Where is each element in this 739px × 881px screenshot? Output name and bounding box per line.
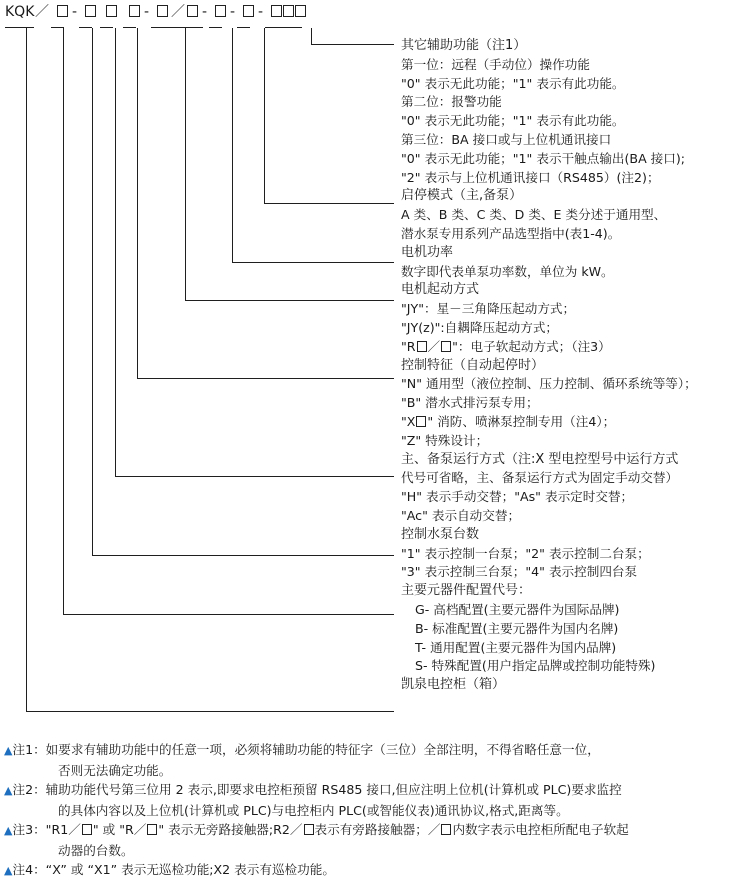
control-feature-title: 控制特征（自动起停时） <box>401 357 545 373</box>
placeholder-box <box>82 824 92 835</box>
aux-line: "0" 表示无此功能；"1" 表示有此功能。 <box>401 113 625 129</box>
run-mode-title: 主、备泵运行方式（注:X 型电控型号中运行方式 <box>401 451 679 467</box>
leader-power <box>233 28 395 263</box>
placeholder-box <box>416 416 426 427</box>
leader-cabinet <box>27 28 395 712</box>
note-text: 如要求有辅助功能中的任意一项，必须将辅助功能的特征字（三位）全部注明，不得省略任意一位， <box>45 742 600 757</box>
component-line: B- 标准配置(主要元器件为国内名牌) <box>415 620 619 636</box>
leader-run-mode <box>116 28 395 477</box>
placeholder-box <box>417 341 427 352</box>
triangle-icon: ▲ <box>4 784 13 797</box>
start-method-line: "JY"：星－三角降压起动方式； <box>401 301 576 317</box>
pump-count-line: "1" 表示控制一台泵；"2" 表示控制二台泵； <box>401 545 650 561</box>
code-slash: ／ <box>35 4 49 20</box>
note-3: ▲注3："R1／ " 或 "R／ " 表示无旁路接触器;R2／ 表示有旁路接触器；／ 内数字表示电控柜所配电子软起 动器的台数。 <box>4 820 734 860</box>
control-feature-line: "B" 潜水式排污泵专用； <box>401 395 539 411</box>
placeholder-box <box>304 824 314 835</box>
component-line: S- 特殊配置(用户指定品牌或控制功能特殊) <box>415 658 656 674</box>
aux-line: 第三位：BA 接口或与上位机通讯接口 <box>401 131 612 147</box>
cabinet-title: 凯泉电控柜（箱） <box>401 677 506 693</box>
start-method-title: 电机起动方式 <box>401 282 480 298</box>
pump-count-line: "3" 表示控制三台泵；"4" 表示控制四台泵 <box>401 564 638 580</box>
leader-component <box>64 28 395 615</box>
aux-line: "0" 表示无此功能；"1" 表示干触点输出(BA 接口); <box>401 150 686 166</box>
component-line: T- 通用配置(主要元器件为国内品牌) <box>415 639 617 655</box>
note-2 <box>4 780 734 820</box>
control-feature-line-fire: "X " 消防、喷淋泵控制专用（注4）； <box>401 413 616 429</box>
code-dash: - <box>202 4 208 20</box>
aux-title: 其它辅助功能（注1） <box>401 38 527 53</box>
code-dash: - <box>144 4 150 20</box>
note-text-cont: 否则无法确定功能。 <box>58 762 172 778</box>
control-feature-line: "Z" 特殊设计； <box>401 432 489 448</box>
note-text: 辅助功能代号第三位用 2 表示,即要求电控柜预留 RS485 接口,但应注明上位机(计算机或 PLC)要求监控 <box>45 782 622 797</box>
aux-line: 第一位：远程（手动位）操作功能 <box>401 56 590 72</box>
start-method-line-soft: "R ／ "：电子软起动方式；（注3） <box>401 338 611 354</box>
aux-line: 第二位：报警功能 <box>401 94 502 110</box>
note-label: 注1： <box>12 742 46 757</box>
note-label: 注4： <box>12 862 46 877</box>
leader-start-stop <box>265 28 395 204</box>
code-dash: - <box>72 4 78 20</box>
pump-count-title: 控制水泵台数 <box>401 526 480 542</box>
placeholder-box <box>441 341 451 352</box>
leader-aux <box>312 28 395 45</box>
code-dash: - <box>230 4 236 20</box>
triangle-icon: ▲ <box>4 864 13 877</box>
triangle-icon: ▲ <box>4 744 13 757</box>
note-4 <box>4 860 734 881</box>
note-text-cont: 的具体内容以及上位机(计算机或 PLC)与电控柜内 PLC(或智能仪表)通讯协议,格式,距离等。 <box>58 802 569 818</box>
placeholder-box <box>441 824 451 835</box>
run-mode-line: "H" 表示手动交替；"As" 表示定时交替； <box>401 489 634 505</box>
run-mode-line: "Ac" 表示自动交替； <box>401 507 521 523</box>
leader-start-method <box>186 28 395 301</box>
start-stop-line: A 类、B 类、C 类、D 类、E 类分述于通用型、 <box>401 207 667 223</box>
code-slash: ／ <box>171 4 185 20</box>
power-line: 数字即代表单泵功率数，单位为 kW。 <box>401 263 614 279</box>
code-prefix: KQK <box>5 4 35 20</box>
start-stop-title: 启停模式（主,备泵） <box>401 188 523 204</box>
note-text: “X” 或 “X1” 表示无巡检功能;X2 表示有巡检功能。 <box>45 862 335 877</box>
aux-line: "0" 表示无此功能；"1" 表示有此功能。 <box>401 75 625 91</box>
description-list <box>401 37 739 695</box>
component-line: G- 高档配置(主要元器件为国际品牌) <box>415 601 620 617</box>
component-title: 主要元器件配置代号： <box>401 583 532 599</box>
note-label: 注3： <box>12 822 46 837</box>
code-dash: - <box>258 4 264 20</box>
run-mode-line: 代号可省略，主、备泵运行方式为固定手动交替） <box>401 470 679 486</box>
note-1 <box>4 740 734 780</box>
notes-section <box>4 740 734 881</box>
aux-line: "2" 表示与上位机通讯接口（RS485）(注2)； <box>401 169 660 185</box>
triangle-icon: ▲ <box>4 824 13 837</box>
control-feature-line: "N" 通用型（液位控制、压力控制、循环系统等等）； <box>401 376 697 392</box>
start-method-line: "JY(z)":自耦降压起动方式； <box>401 319 559 335</box>
start-stop-line: 潜水泵专用系列产品选型指中(表1-4)。 <box>401 225 621 241</box>
power-title: 电机功率 <box>401 244 454 260</box>
note-label: 注2： <box>12 782 46 797</box>
note-text-cont: 动器的台数。 <box>58 842 134 858</box>
placeholder-box <box>147 824 157 835</box>
